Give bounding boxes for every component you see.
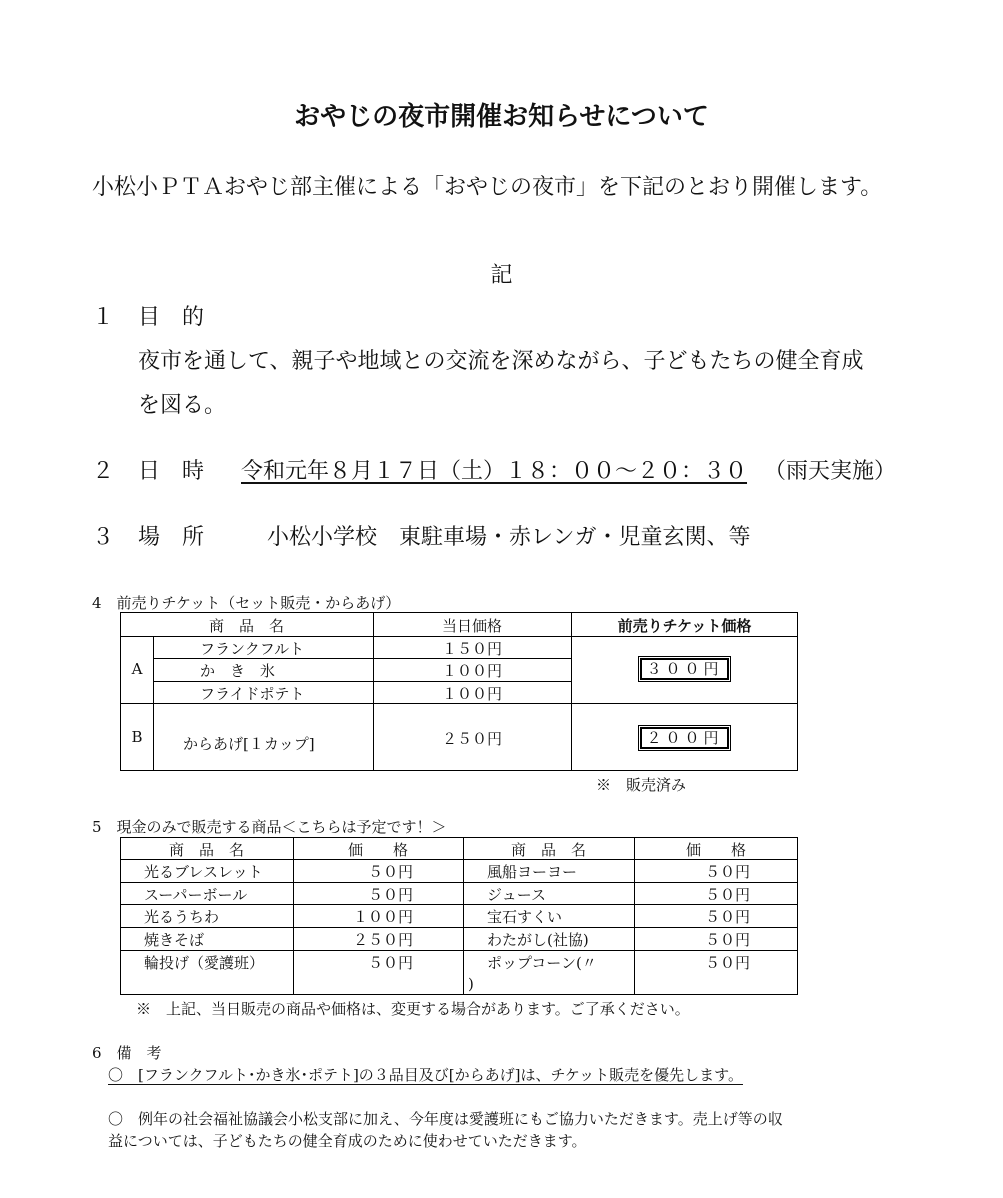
cash-item-name: 焼きそば [144, 931, 205, 949]
remarks-item-2-line-1: 〇 例年の社会福祉協議会小松支部に加え、今年度は愛護班にもご協力いただきます。売上げ等の収 [108, 1110, 783, 1128]
cash-item-name: ジュース [487, 886, 546, 904]
presale-item-price: １５０円 [441, 640, 502, 658]
section-number: １ [92, 305, 115, 330]
cash-header-price: 価 格 [347, 841, 408, 859]
ki-heading: 記 [490, 263, 513, 288]
cash-item-price: ５０円 [704, 908, 750, 926]
cash-heading: 5 現金のみで販売する商品＜こちらは予定です！＞ [92, 818, 447, 836]
sold-out-note: ※ 販売済み [596, 776, 687, 794]
ticket-price-box: ３００円 [640, 658, 728, 680]
section-number: ２ [92, 459, 115, 484]
section-label: 目的 [138, 305, 227, 330]
presale-item-name: フランクフルト [200, 640, 305, 658]
cash-header-price-2: 価 格 [685, 841, 746, 859]
page-title: おやじの夜市開催お知らせについて [294, 102, 709, 132]
cash-item-price: ５０円 [704, 863, 750, 881]
cash-note: ※ 上記、当日販売の商品や価格は、変更する場合があります。ご了承ください。 [136, 1000, 690, 1018]
cash-item-name: スーパーボール [144, 886, 248, 904]
presale-item-name: フライドポテト [200, 685, 305, 703]
rain-note: （雨天実施） [764, 459, 897, 484]
cash-item-name: 光るブレスレット [144, 863, 263, 881]
remarks-item-2-line-2: 益については、子どもたちの健全育成のために使わせていただきます。 [108, 1132, 587, 1150]
presale-header-name: 商 品 名 [208, 617, 284, 635]
presale-item-name: からあげ[１カップ] [183, 735, 315, 753]
event-place: 小松小学校 東駐車場・赤レンガ・児童玄関、等 [267, 525, 751, 550]
presale-header-day-price: 当日価格 [441, 617, 502, 635]
section-number: ３ [92, 525, 115, 550]
remarks-item-1: 〇 [フランクフルト･かき氷･ポテト]の３品目及び[からあげ]は、チケット販売を優先します。 [108, 1066, 743, 1084]
cash-item-name: ポップコーン(〃 [487, 954, 597, 972]
cash-header-name-2: 商 品 名 [510, 841, 586, 859]
section-label: 日時 [138, 459, 227, 484]
cash-item-name: 風船ヨーヨー [487, 863, 578, 881]
section-label: 場所 [138, 525, 227, 550]
group-a-ticket-price [571, 658, 798, 679]
cash-item-price: ５０円 [367, 886, 413, 904]
group-b-ticket-price [571, 727, 798, 748]
presale-header-ticket-price: 前売りチケット価格 [617, 617, 752, 635]
intro-text: 小松小ＰＴＡおやじ部主催による「おやじの夜市」を下記のとおり開催します。 [92, 175, 883, 200]
group-b-label: B [131, 728, 143, 746]
cash-item-name: 光るうちわ [144, 908, 220, 926]
event-datetime: 令和元年８月１７日（土）１８：００～２０：３０ [241, 459, 748, 484]
cash-item-price: ５０円 [704, 954, 750, 972]
cash-item-price: ５０円 [704, 886, 750, 904]
presale-item-price: １００円 [441, 662, 502, 680]
cash-item-name: 輪投げ（愛護班） [144, 954, 265, 972]
cash-row-tail: ) [468, 975, 474, 993]
cash-header-name: 商 品 名 [168, 841, 244, 859]
presale-item-price: ２５０円 [441, 730, 502, 748]
remarks-heading: 6 備 考 [92, 1044, 162, 1062]
cash-item-name: わたがし(社協) [487, 931, 589, 949]
cash-item-price: ５０円 [704, 931, 750, 949]
presale-heading: 4 前売りチケット（セット販売・からあげ） [92, 594, 401, 612]
group-a-label: A [131, 660, 143, 678]
purpose-line-1: 夜市を通して、親子や地域との交流を深めながら、子どもたちの健全育成 [138, 349, 864, 374]
cash-item-price: ５０円 [367, 863, 413, 881]
presale-item-name: か き 氷 [200, 662, 276, 680]
cash-item-name: 宝石すくい [487, 908, 563, 926]
purpose-line-2: を図る。 [138, 393, 227, 418]
cash-item-price: ５０円 [367, 954, 413, 972]
presale-item-price: １００円 [441, 685, 502, 703]
cash-item-price: １００円 [352, 908, 413, 926]
cash-item-price: ２５０円 [352, 931, 413, 949]
ticket-price-box: ２００円 [640, 727, 728, 749]
